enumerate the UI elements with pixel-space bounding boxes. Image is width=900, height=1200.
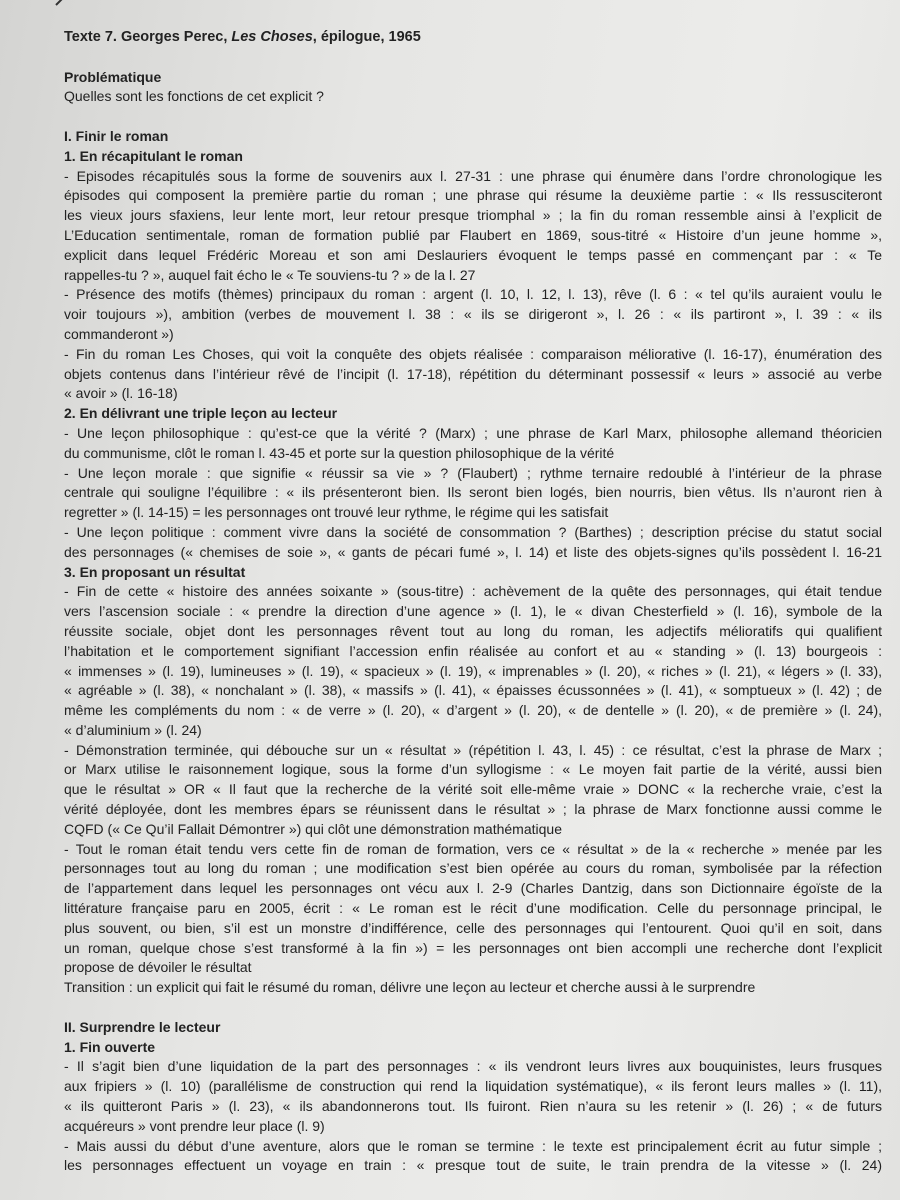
text-line: vers l’ascension sociale : « prendre la direction d’une agence » (l. 1), le « divan Chesterfield » (l. 16), symbole de la (64, 603, 882, 620)
text-line: épisodes qui composent la première partie du roman ; une phrase qui résume la deuxième partie : « Ils ressusciteront (64, 187, 882, 204)
problematique-question: Quelles sont les fonctions de cet explicit ? (64, 88, 324, 105)
text-line: centrale qui souligne l’équilibre : « ils présenteront bien. Ils seront bien logés, bien nourris, bien vêtus. Ils n’auront rien à (64, 484, 882, 501)
part1-s3-body (64, 582, 882, 978)
text-line: - Une leçon politique : comment vivre dans la société de consommation ? (Barthes) ; description précise du statut social (64, 523, 882, 540)
text-line: les vieux jours sfaxiens, leur lente mort, leur retour presque triomphal » ; la fin du roman ressemble ainsi à l’explicit de (64, 207, 882, 224)
text-line: « ils quitteront Paris » (l. 23), « ils abandonnerons tout. Ils fuiront. Rien n’aura su les retenir » (l. 26) ; « de futurs (64, 1098, 882, 1115)
text-line: - Une leçon morale : que signifie « réussir sa vie » ? (Flaubert) ; rythme ternaire redoublé à l’intérieur de la phrase (64, 464, 882, 481)
text-line: - Fin du roman Les Choses, qui voit la conquête des objets réalisée : comparaison méliorative (l. 16-17), énumération des (64, 345, 882, 362)
text-line: « agréable » (l. 38), « nonchalant » (l. 38), « massifs » (l. 41), « épaisses écussonnées » (l. 41), « somptueux » (l. 42) ; de (64, 682, 882, 699)
text-line: vérité déployée, dont les membres épars se réunissent dans le résultat » ; la phrase de Marx fonctionne aussi comme le (64, 801, 882, 818)
text-line: rappelles-tu ? », auquel fait écho le « Te souviens-tu ? » de la l. 27 (64, 266, 476, 283)
text-line: même les compléments du nom : « de verre » (l. 20), « d’argent » (l. 20), « de dentelle » (l. 20), « de première » (l. 24), (64, 702, 882, 719)
part1-heading: I. Finir le roman (64, 127, 169, 144)
text-line: or Marx utilise le raisonnement logique, sous la forme d’un syllogisme : « Le moyen fait partie de la vérité, aussi bien (64, 761, 882, 778)
text-line: des personnages (« chemises de soie », « gants de pécari fumé », l. 14) et liste des objets-signes qu’ils possèdent l. 16-21 (64, 543, 882, 560)
part1-s3-heading: 3. En proposant un résultat (64, 563, 246, 580)
part2-s1-body (64, 1057, 882, 1176)
text-line: regretter » (l. 14-15) = les personnages ont trouvé leur rythme, le régime qui les satisfait (64, 504, 609, 521)
text-line: les personnages effectuent un voyage en train : « presque tout de suite, le train prendra de la vitesse » (l. 24) (64, 1157, 882, 1174)
text-line: plus souvent, ou bien, s’il est un monstre d’indifférence, celle des personnages qui l’entourent. Quoi qu’il en soit, dans (64, 919, 882, 936)
text-line: objets contenus dans l’intérieur rêvé de l’incipit (l. 17-18), répétition du déterminant possessif « leurs » associé au verbe (64, 365, 882, 382)
part2-s1-heading: 1. Fin ouverte (64, 1038, 156, 1055)
text-line: « avoir » (l. 16-18) (64, 385, 178, 402)
text-line: un roman, quelque chose s’est transformé à la fin ») = les personnages ont bien accompli une recherche dont l’explicit (64, 939, 882, 956)
text-line: CQFD (« Ce Qu’il Fallait Démontrer ») qui clôt une démonstration mathématique (64, 820, 562, 837)
text-line: propose de dévoiler le résultat (64, 959, 252, 976)
text-line: - Il s’agit bien d’une liquidation de la part des personnages : « ils vendront leurs livres aux bouquinistes, leurs frusques (64, 1058, 882, 1075)
text-line: commanderont ») (64, 325, 174, 342)
text-line: que le résultat » OR « Il faut que la recherche de la vérité soit elle-même vraie » DONC « la recherche vraie, c’est la (64, 781, 882, 798)
text-line: l’habitation et le comportement signifiant l’accession enfin réalisée au confort et au « standing » (l. 13) bourgeois : (64, 642, 882, 659)
part1-s2-body (64, 424, 882, 563)
text-line: - Episodes récapitulés sous la forme de souvenirs aux l. 27-31 : une phrase qui énumère dans l’ordre chronologique les (64, 167, 882, 184)
transition: Transition : un explicit qui fait le résumé du roman, délivre une leçon au lecteur et cherche aussi à le surprendre (64, 979, 756, 996)
text-line: réussite sociale, objet dont les personnages rêvent tout au long du roman, les adjectifs mélioratifs qui qualifient (64, 622, 882, 639)
text-line: - Tout le roman était tendu vers cette fin de roman de formation, vers ce « résultat » de la « recherche » menée par les (64, 840, 882, 857)
text-line: L’Education sentimentale, roman de formation publié par Flaubert en 1869, sous-titré « Histoire d’un jeune homme », (64, 226, 882, 243)
text-line: littérature française paru en 2005, écrit : « Le roman est le récit d’une modification. Celle du personnage principal, le (64, 900, 882, 917)
text-line: du communisme, clôt le roman l. 43-45 et porte sur la question philosophique de la vérité (64, 444, 615, 461)
text-line: acquéreurs » vont prendre leur place (l. 9) (64, 1117, 325, 1134)
part1-s1-body (64, 167, 882, 405)
text-line: - Démonstration terminée, qui débouche sur un « résultat » (répétition l. 43, l. 45) : ce résultat, c’est la phrase de Marx ; (64, 741, 882, 758)
part1-s2-heading: 2. En délivrant une triple leçon au lecteur (64, 405, 338, 422)
text-line: explicit dans lequel Frédéric Moreau et son ami Deslauriers évoquent le temps passé en commençant par : « Te (64, 246, 882, 263)
text-line: voir toujours »), ambition (verbes de mouvement l. 38 : « ils se dirigeront », l. 26 : « ils partiront », l. 39 : « ils (64, 306, 882, 323)
document-title: Texte 7. Georges Perec, Les Choses, épilogue, 1965 (64, 29, 421, 45)
pen-mark (55, 0, 78, 6)
part2-heading: II. Surprendre le lecteur (64, 1018, 221, 1035)
text-line: « d’aluminium » (l. 24) (64, 721, 202, 738)
text-line: personnages tout au long du roman ; une modification s’est bien opérée au cours du roman, symbolisée par la réfection (64, 860, 882, 877)
text-line: aux fripiers » (l. 10) (parallélisme de construction qui rend la liquidation systématique), « ils feront leurs malles » (l. 11), (64, 1078, 882, 1095)
text-line: - Fin de cette « histoire des années soixante » (sous-titre) : achèvement de la quête des personnages, qui était tendue (64, 583, 882, 600)
text-line: de l’appartement dans lequel les personnages ont vécu aux l. 2-9 (Charles Dantzig, dans son Dictionnaire égoïste de la (64, 880, 882, 897)
part1-s1-heading: 1. En récapitulant le roman (64, 147, 243, 164)
document-content (64, 28, 882, 1176)
text-line: - Une leçon philosophique : qu’est-ce que la vérité ? (Marx) ; une phrase de Karl Marx, philosophe allemand théoricien (64, 424, 882, 441)
text-line: « immenses » (l. 19), lumineuses » (l. 19), « spacieux » (l. 19), « imprenables » (l. 20), « riches » (l. 21), « légers » (l. 33), (64, 662, 882, 679)
text-line: - Mais aussi du début d’une aventure, alors que le roman se termine : le texte est principalement écrit au futur simple ; (64, 1137, 882, 1154)
text-line: - Présence des motifs (thèmes) principaux du roman : argent (l. 10, l. 12, l. 13), rêve (l. 6 : « tel qu’ils auraient voulu le (64, 286, 882, 303)
problematique-label: Problématique (64, 68, 162, 85)
